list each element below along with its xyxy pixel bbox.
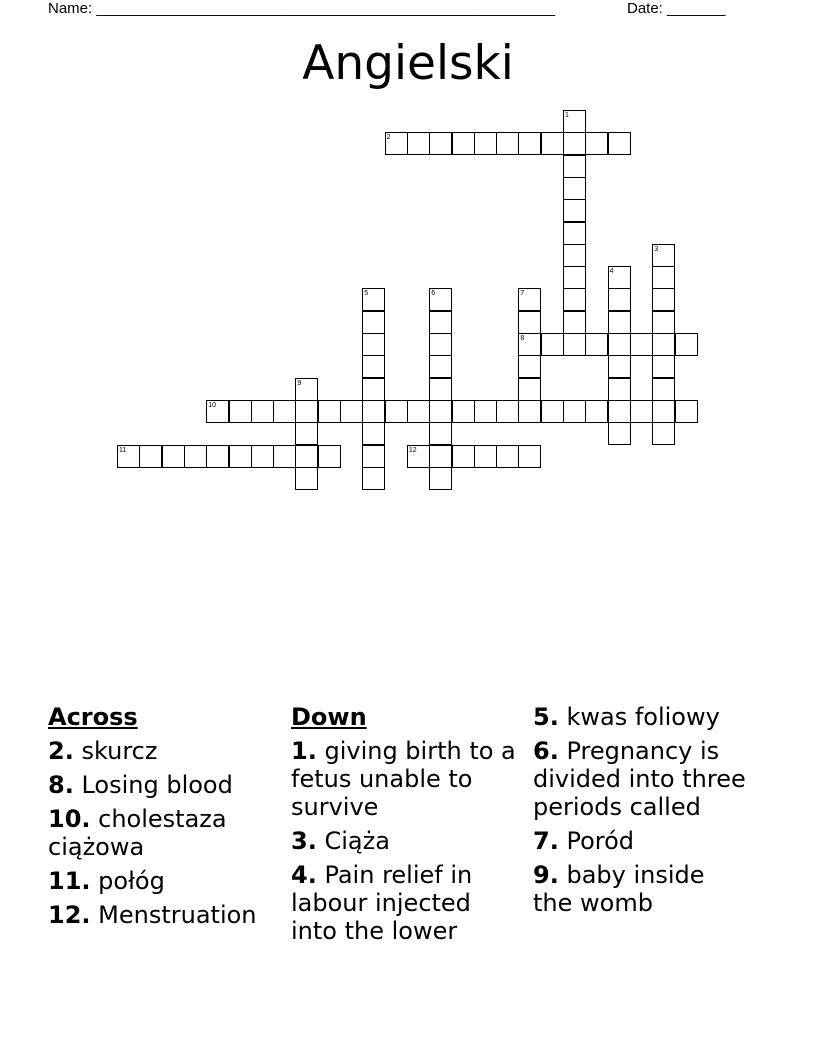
grid-cell[interactable]: [362, 400, 385, 423]
grid-cell[interactable]: [585, 132, 608, 155]
across-heading: Across: [48, 703, 138, 731]
grid-cell[interactable]: [608, 422, 631, 445]
grid-cell[interactable]: [608, 333, 631, 356]
clue-number-11: 11: [119, 446, 127, 454]
date-line: Date: _______: [627, 0, 726, 17]
grid-cell[interactable]: [429, 445, 452, 468]
clue-number: 2.: [48, 737, 74, 765]
grid-cell[interactable]: [184, 445, 207, 468]
grid-cell[interactable]: [407, 400, 430, 423]
grid-cell[interactable]: [563, 155, 586, 178]
clue-text: połóg: [90, 867, 165, 895]
clue-number-5: 5: [364, 290, 369, 298]
grid-cell[interactable]: [474, 445, 497, 468]
clue-text: Menstruation: [90, 901, 257, 929]
grid-cell[interactable]: [340, 400, 363, 423]
grid-cell[interactable]: [362, 355, 385, 378]
grid-cell[interactable]: [608, 132, 631, 155]
grid-cell[interactable]: [229, 400, 252, 423]
grid-cell[interactable]: [251, 400, 274, 423]
clue-down-6: [533, 737, 773, 821]
clue-down-9: [533, 861, 733, 917]
clue-number: 1.: [291, 737, 317, 765]
grid-cell[interactable]: [675, 400, 698, 423]
grid-cell[interactable]: [541, 333, 564, 356]
grid-cell[interactable]: [608, 288, 631, 311]
clue-number: 4.: [291, 861, 317, 889]
grid-cell[interactable]: [563, 132, 586, 155]
grid-cell[interactable]: [452, 445, 475, 468]
grid-cell[interactable]: [518, 378, 541, 401]
clue-text: kwas foliowy: [558, 703, 720, 731]
grid-cell[interactable]: [295, 422, 318, 445]
clue-text: Ciąża: [316, 827, 390, 855]
clue-down-4: [291, 861, 496, 945]
grid-cell[interactable]: [563, 288, 586, 311]
clue-number-9: 9: [297, 379, 302, 387]
clue-number-2: 2: [386, 134, 391, 142]
clue-across-12: [48, 901, 278, 929]
grid-cell[interactable]: [608, 378, 631, 401]
clue-number-8: 8: [520, 335, 525, 342]
clue-number-6: 6: [431, 290, 436, 298]
grid-cell[interactable]: [362, 467, 385, 490]
grid-cell[interactable]: [295, 445, 318, 468]
grid-cell[interactable]: [585, 400, 608, 423]
clue-across-11: [48, 867, 278, 895]
grid-cell[interactable]: [318, 445, 341, 468]
grid-cell[interactable]: [162, 445, 185, 468]
grid-cell[interactable]: [452, 132, 475, 155]
grid-cell[interactable]: [407, 132, 430, 155]
grid-cell[interactable]: [630, 333, 653, 356]
grid-cell[interactable]: [563, 244, 586, 267]
page-title: Angielski: [302, 36, 514, 91]
grid-cell[interactable]: [652, 288, 675, 311]
grid-cell[interactable]: [652, 333, 675, 356]
grid-cell[interactable]: [563, 222, 586, 245]
clue-number-3: 3: [654, 245, 659, 253]
grid-cell[interactable]: [251, 445, 274, 468]
clue-down-5: [533, 703, 773, 731]
grid-cell[interactable]: [563, 400, 586, 423]
clue-down-3: [291, 827, 516, 855]
clue-number-1: 1: [565, 112, 569, 119]
grid-cell[interactable]: [608, 355, 631, 378]
clue-text: Pain relief in labour injected into the lower: [291, 861, 473, 945]
clue-down-7: [533, 827, 773, 855]
grid-cell[interactable]: [563, 266, 586, 289]
grid-cell[interactable]: [429, 467, 452, 490]
clue-number-4: 4: [609, 268, 614, 276]
clue-number: 9.: [533, 861, 559, 889]
clue-text: Pregnancy is divided into three periods called: [533, 737, 746, 821]
grid-cell[interactable]: [518, 355, 541, 378]
grid-cell[interactable]: [429, 355, 452, 378]
grid-cell[interactable]: [206, 445, 229, 468]
grid-cell[interactable]: [362, 445, 385, 468]
clue-text: baby inside the womb: [533, 861, 705, 917]
grid-cell[interactable]: [630, 400, 653, 423]
grid-cell[interactable]: [652, 311, 675, 334]
grid-cell[interactable]: [585, 333, 608, 356]
clue-number-12: 12: [408, 446, 417, 454]
grid-cell[interactable]: [652, 378, 675, 401]
grid-cell[interactable]: [452, 400, 475, 423]
grid-cell[interactable]: [295, 467, 318, 490]
grid-cell[interactable]: [229, 445, 252, 468]
clue-text: Poród: [558, 827, 635, 855]
clue-down-1: [291, 737, 516, 821]
clue-text: giving birth to a fetus unable to survive: [291, 737, 516, 821]
clue-number: 6.: [533, 737, 559, 765]
grid-cell[interactable]: [139, 445, 162, 468]
grid-cell[interactable]: [541, 132, 564, 155]
clue-number-7: 7: [520, 290, 525, 298]
grid-cell[interactable]: [362, 422, 385, 445]
grid-cell[interactable]: [318, 400, 341, 423]
clue-across-8: [48, 771, 278, 799]
grid-cell[interactable]: [429, 400, 452, 423]
grid-cell[interactable]: [652, 266, 675, 289]
across-clues: [48, 703, 278, 935]
clue-number: 10.: [48, 805, 91, 833]
grid-cell[interactable]: [429, 422, 452, 445]
clue-text: cholestaza ciążowa: [48, 805, 227, 861]
clue-number: 11.: [48, 867, 91, 895]
grid-cell[interactable]: [429, 333, 452, 356]
down-clues-continued: [533, 703, 773, 923]
grid-cell[interactable]: [518, 445, 541, 468]
grid-cell[interactable]: [563, 199, 586, 222]
grid-cell[interactable]: [474, 132, 497, 155]
clue-text: Losing blood: [73, 771, 233, 799]
grid-cell[interactable]: [518, 311, 541, 334]
grid-cell[interactable]: [429, 311, 452, 334]
grid-cell[interactable]: [608, 400, 631, 423]
clue-number-10: 10: [208, 401, 216, 409]
grid-cell[interactable]: [496, 400, 519, 423]
grid-cell[interactable]: [429, 132, 452, 155]
grid-cell[interactable]: [518, 400, 541, 423]
grid-cell[interactable]: [273, 445, 296, 468]
grid-cell[interactable]: [362, 378, 385, 401]
grid-cell[interactable]: [652, 355, 675, 378]
grid-cell[interactable]: [563, 311, 586, 334]
clue-across-10: [48, 805, 248, 861]
clue-text: skurcz: [73, 737, 158, 765]
grid-cell[interactable]: [518, 132, 541, 155]
grid-cell[interactable]: [385, 400, 408, 423]
grid-cell[interactable]: [496, 132, 519, 155]
grid-cell[interactable]: [362, 333, 385, 356]
clue-number: 3.: [291, 827, 317, 855]
grid-cell[interactable]: [474, 400, 497, 423]
grid-cell[interactable]: [273, 400, 296, 423]
clue-number: 8.: [48, 771, 74, 799]
down-heading: Down: [291, 703, 367, 731]
down-clues: [291, 703, 516, 951]
grid-cell[interactable]: [563, 333, 586, 356]
grid-cell[interactable]: [429, 378, 452, 401]
grid-cell[interactable]: [541, 400, 564, 423]
clue-number: 7.: [533, 827, 559, 855]
grid-cell[interactable]: [295, 400, 318, 423]
grid-cell[interactable]: [496, 445, 519, 468]
grid-cell[interactable]: [563, 177, 586, 200]
clue-across-2: [48, 737, 278, 765]
clue-number: 5.: [533, 703, 559, 731]
crossword-grid: [0, 0, 816, 520]
grid-cell[interactable]: [608, 311, 631, 334]
grid-cell[interactable]: [652, 422, 675, 445]
clue-number: 12.: [48, 901, 91, 929]
grid-cell[interactable]: [362, 311, 385, 334]
grid-cell[interactable]: [652, 400, 675, 423]
name-line: Name: _______________________________________________________: [48, 0, 556, 17]
grid-cell[interactable]: [675, 333, 698, 356]
